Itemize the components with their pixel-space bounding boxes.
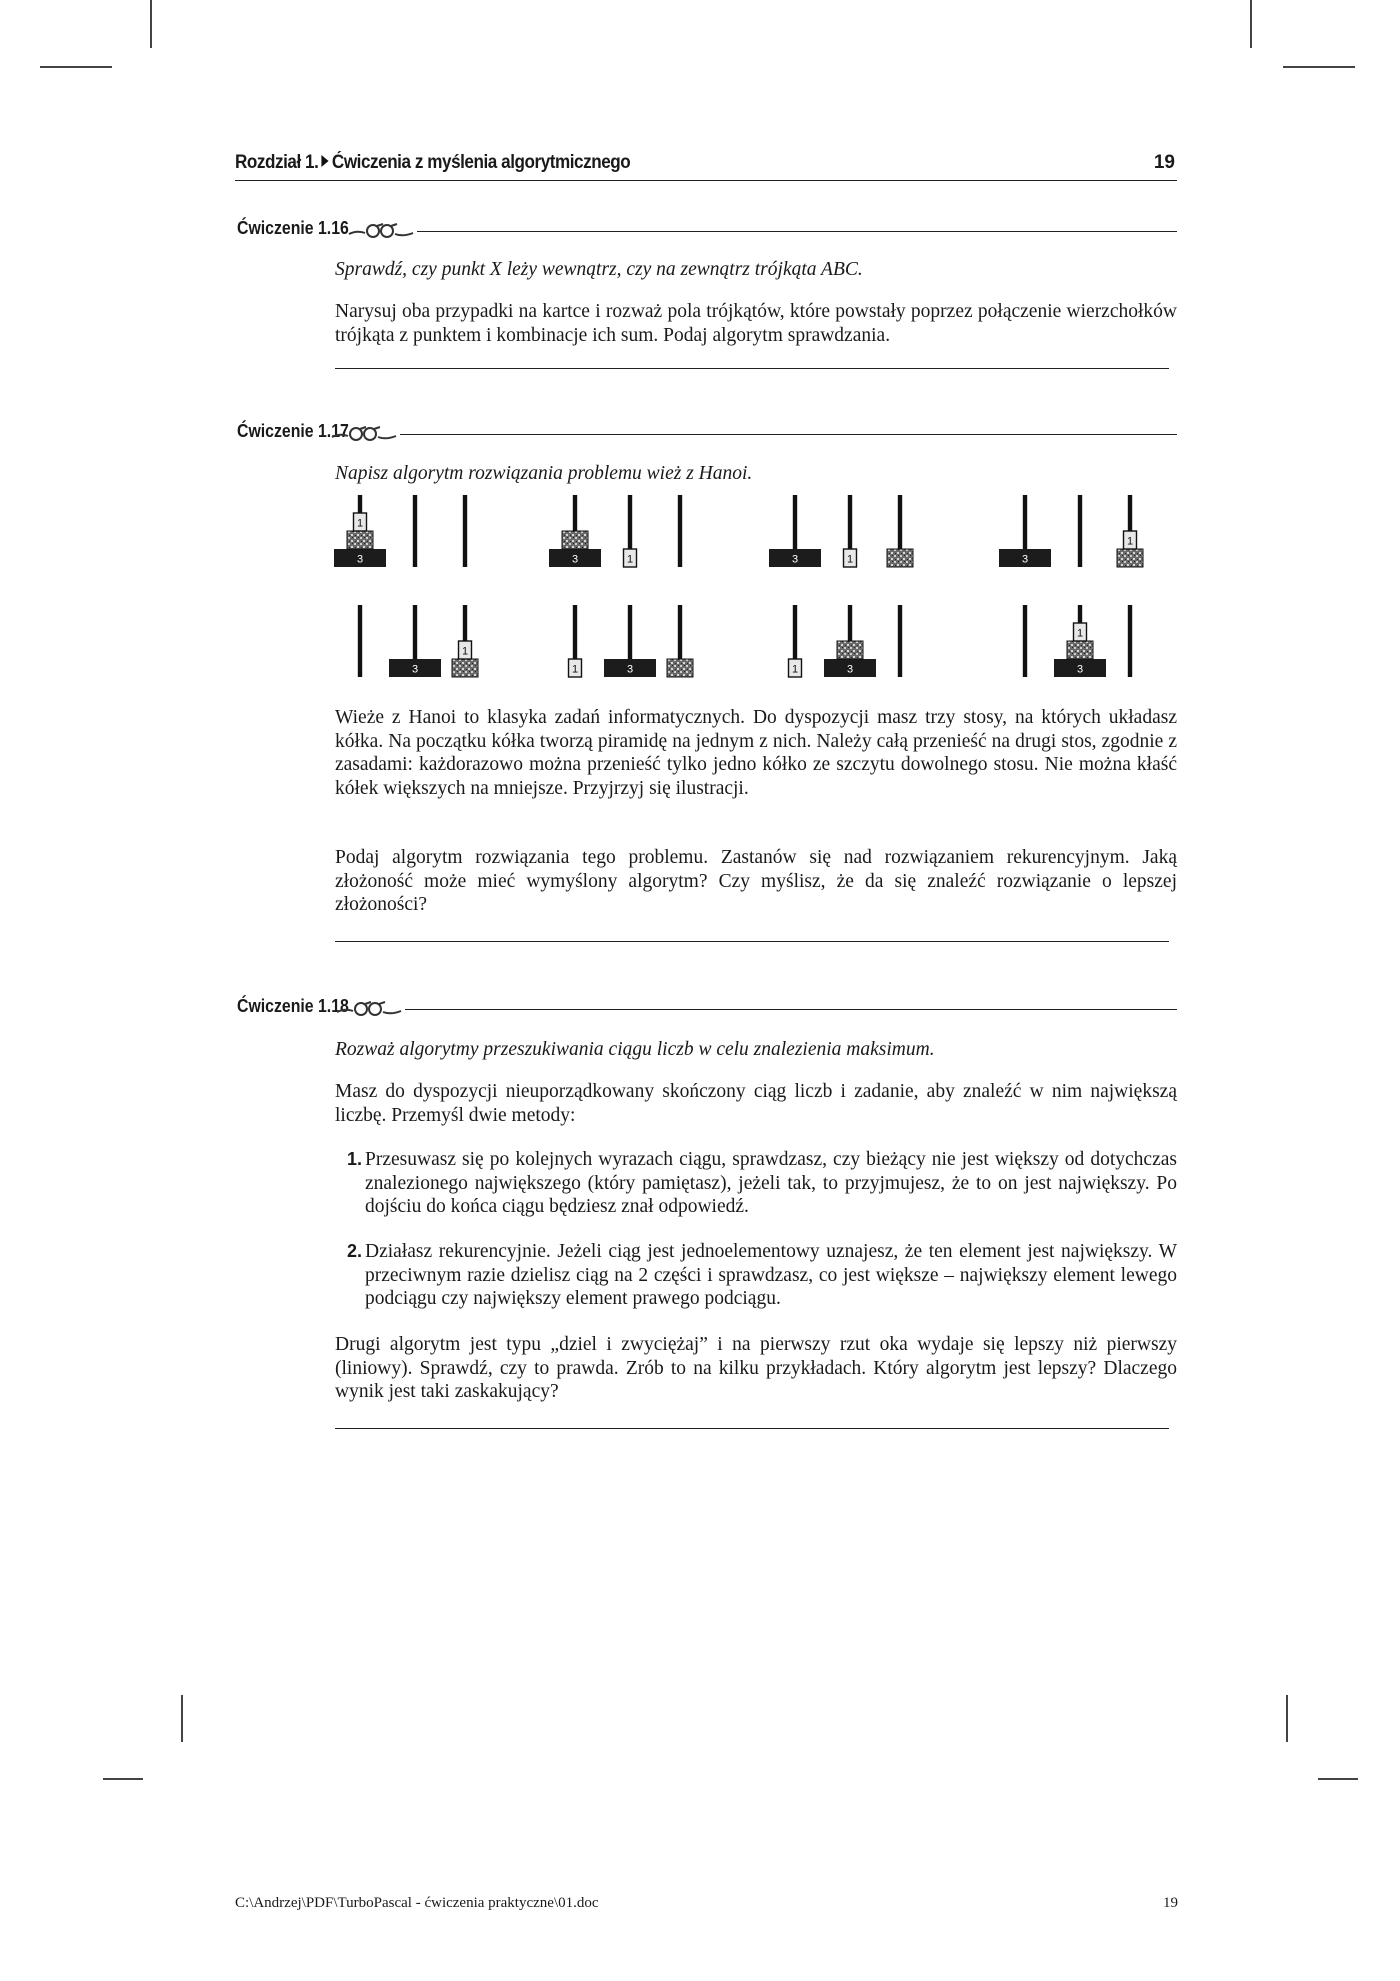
- exercise-label: Ćwiczenie 1.18: [237, 996, 349, 1016]
- hanoi-state: [769, 495, 913, 567]
- chapter-title: Ćwiczenia z myślenia algorytmicznego: [331, 152, 631, 173]
- flourish-ornament-icon: [347, 222, 419, 242]
- hanoi-state: [358, 605, 478, 677]
- exercise-heading-rule: [417, 231, 1177, 232]
- crop-mark: [1250, 0, 1252, 48]
- list-item-text: Działasz rekurencyjnie. Jeżeli ciąg jest jednoelementowy uznajesz, że ten element jest największy. W przeciwnym razie dzielisz ciąg na 2 części i sprawdzasz, co jest większe – największy element lewego podciągu czy największy element prawego podciągu.: [365, 1241, 1177, 1309]
- hanoi-disk: [887, 549, 913, 567]
- hanoi-state: [999, 495, 1143, 567]
- hanoi-disk-label: 1: [461, 645, 469, 658]
- hanoi-disk-label: 3: [626, 663, 634, 676]
- list-item-number: 2.: [347, 1241, 363, 1261]
- exercise-label: Ćwiczenie 1.16: [237, 218, 349, 238]
- hanoi-peg: [358, 605, 362, 677]
- exercise-end-rule: [335, 368, 1169, 369]
- hanoi-state: [549, 495, 682, 567]
- hanoi-disk-label: 1: [356, 517, 364, 530]
- exercise-heading-rule: [405, 1009, 1177, 1010]
- exercise-task: Rozważ algorytmy przeszukiwania ciągu liczb w celu znalezienia maksimum.: [335, 1039, 935, 1060]
- hanoi-state: [1023, 605, 1132, 677]
- exercise-end-rule: [335, 1428, 1169, 1429]
- running-head-title: [235, 152, 630, 174]
- crop-mark: [181, 1695, 183, 1742]
- hanoi-state: [334, 495, 467, 567]
- hanoi-disk-label: 1: [571, 663, 579, 676]
- hanoi-disk-label: 3: [1021, 553, 1029, 566]
- crop-mark: [1283, 66, 1355, 68]
- hanoi-disk-label: 1: [791, 663, 799, 676]
- hanoi-disk-label: 3: [411, 663, 419, 676]
- running-head: [235, 150, 1177, 181]
- exercise-body: Narysuj oba przypadki na kartce i rozważ pola trójkątów, które powstały poprzez połączenie wierzchołków trójkąta z punktem i kombinacje ich sum. Podaj algorytm sprawdzania.: [335, 301, 1177, 346]
- chapter-label: Rozdział 1.: [235, 152, 319, 173]
- exercise-paragraph: Masz do dyspozycji nieuporządkowany skończony ciąg liczb i zadanie, aby znaleźć w nim największą liczbę. Przemyśl dwie metody:: [335, 1081, 1177, 1126]
- footer-page-number: 19: [1163, 1895, 1178, 1911]
- hanoi-disk: [837, 641, 863, 659]
- hanoi-disk-label: 1: [1076, 627, 1084, 640]
- exercise-paragraph: Podaj algorytm rozwiązania tego problemu. Zastanów się nad rozwiązaniem rekurencyjnym. Jaką złożoność może mieć wymyślony algorytm? Czy myślisz, że da się znaleźć rozwiązanie o lepszej złożoności?: [335, 847, 1177, 915]
- crop-mark: [40, 66, 112, 68]
- hanoi-peg: [1023, 605, 1027, 677]
- footer-file-path: C:\Andrzej\PDF\TurboPascal - ćwiczenia praktyczne\01.doc: [235, 1895, 599, 1911]
- list-item-number: 1.: [347, 1149, 363, 1169]
- exercise-heading: [237, 996, 1177, 1024]
- flourish-ornament-icon: [330, 425, 402, 445]
- hanoi-disk: [347, 531, 373, 549]
- exercise-heading: [237, 421, 1177, 449]
- crop-mark: [150, 0, 152, 48]
- flourish-ornament-icon: [335, 1000, 407, 1020]
- hanoi-peg: [1128, 605, 1132, 677]
- exercise-paragraph: Drugi algorytm jest typu „dziel i zwyciężaj” i na pierwszy rzut oka wydaje się lepszy niż pierwszy (liniowy). Sprawdź, czy to prawda. Zrób to na kilku przykładach. Który algorytm jest lepszy? Dlaczego wynik jest taki zaskakujący?: [335, 1334, 1177, 1402]
- hanoi-disk-label: 1: [1126, 535, 1134, 548]
- hanoi-disk: [452, 659, 478, 677]
- hanoi-disk-label: 3: [791, 553, 799, 566]
- hanoi-disk-label: 1: [626, 553, 634, 566]
- exercise-end-rule: [335, 941, 1169, 942]
- hanoi-disk: [562, 531, 588, 549]
- list-item: [347, 1240, 1177, 1311]
- hanoi-disk-label: 3: [571, 553, 579, 566]
- running-head-page-number: 19: [1153, 152, 1175, 173]
- hanoi-disk: [1117, 549, 1143, 567]
- hanoi-disk-label: 3: [356, 553, 364, 566]
- hanoi-state: [789, 605, 903, 677]
- crop-mark: [1286, 1695, 1288, 1742]
- hanoi-disk-label: 3: [846, 663, 854, 676]
- exercise-task: Napisz algorytm rozwiązania problemu wież z Hanoi.: [335, 463, 753, 484]
- crop-mark: [103, 1778, 143, 1780]
- triangle-bullet-icon: [321, 155, 328, 167]
- exercise-label: Ćwiczenie 1.17: [237, 421, 349, 441]
- exercise-task: Sprawdź, czy punkt X leży wewnątrz, czy na zewnątrz trójkąta ABC.: [335, 259, 863, 280]
- hanoi-peg: [678, 495, 682, 567]
- exercise-heading: [237, 218, 1177, 246]
- list-item-text: Przesuwasz się po kolejnych wyrazach ciągu, sprawdzasz, czy bieżący nie jest większy od dotychczas znalezionego największego (który pamiętasz), jeżeli tak, to przyjmujesz, że to on jest największy. Po dojściu do końca ciągu będziesz znał odpowiedź.: [365, 1149, 1177, 1217]
- hanoi-disk: [1067, 641, 1093, 659]
- list-item: [347, 1148, 1177, 1219]
- exercise-heading-rule: [400, 434, 1177, 435]
- hanoi-state: [569, 605, 694, 677]
- hanoi-peg: [898, 605, 902, 677]
- hanoi-disk: [667, 659, 693, 677]
- hanoi-peg: [1078, 495, 1082, 567]
- hanoi-disk-label: 3: [1076, 663, 1084, 676]
- hanoi-peg: [463, 495, 467, 567]
- crop-mark: [1318, 1778, 1358, 1780]
- hanoi-peg: [413, 495, 417, 567]
- hanoi-illustration: [330, 495, 1180, 690]
- hanoi-disk-label: 1: [846, 553, 854, 566]
- exercise-paragraph: Wieże z Hanoi to klasyka zadań informatycznych. Do dyspozycji masz trzy stosy, na których układasz kółka. Na początku kółka tworzą piramidę na jednym z nich. Należy całą przenieść na drugi stos, zgodnie z zasadami: każdorazowo można przenieść tylko jedno kółko ze szczytu dowolnego stosu. Nie można kłaść kółek większych na mniejsze. Przyjrzyj się ilustracji.: [335, 707, 1177, 799]
